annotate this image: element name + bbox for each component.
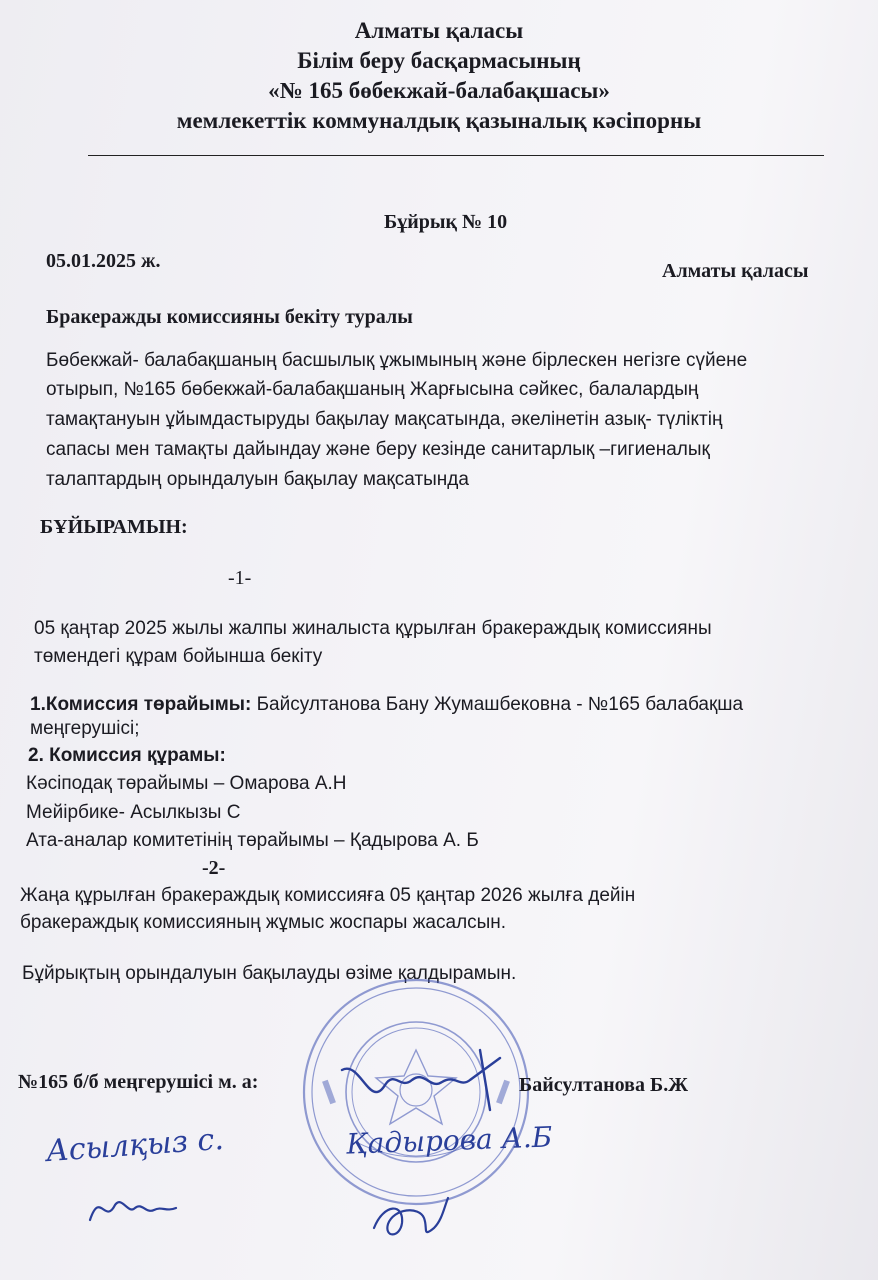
chair-text-continued: меңгерушісі; xyxy=(30,718,140,739)
order-title: Бұйрық № 10 xyxy=(384,211,508,233)
section1-line: төмендегі құрам бойынша бекіту xyxy=(34,646,323,667)
member-item: Кәсіподақ төрайымы – Омарова А.Н xyxy=(26,773,347,794)
header-department: Білім беру басқармасының xyxy=(297,48,581,73)
section2-number: -2- xyxy=(202,857,226,879)
preamble-line: отырып, №165 бөбекжай-балабақшаның Жарғысына сәйкес, балалардың xyxy=(46,379,699,400)
decree-label: БҰЙЫРАМЫН: xyxy=(40,516,188,538)
control-statement: Бұйрықтың орындалуын бақылауды өзіме қалдырамын. xyxy=(22,963,517,984)
header-kindergarten: «№ 165 бөбекжай-балабақшасы» xyxy=(268,78,610,103)
member-item: Мейірбике- Асылкызы С xyxy=(26,802,241,823)
preamble-line: тамақтануын ұйымдастыруды бақылау мақсатында, әкелінетін азық- түліктің xyxy=(46,409,723,430)
chair-text: Байсултанова Бану Жумашбековна - №165 балабақша xyxy=(251,694,744,715)
section2-line: бракераждық комиссияның жұмыс жоспары жасалсын. xyxy=(20,912,507,933)
header-city: Алматы қаласы xyxy=(354,18,524,43)
member-item: Ата-аналар комитетінің төрайымы – Қадырова А. Б xyxy=(26,830,479,851)
header-enterprise: мемлекеттік коммуналдық қазыналық кәсіпорны xyxy=(176,108,702,133)
handwritten-initials xyxy=(80,1180,190,1230)
handwritten-parent-signature: Қадырова А.Б xyxy=(345,1120,553,1161)
section1-number: -1- xyxy=(228,567,252,589)
handwritten-member-signature: Асылқыз с. xyxy=(44,1121,225,1170)
preamble-line: сапасы мен тамақты дайындау және беру кезінде санитарлық –гигиеналық xyxy=(46,439,710,460)
section1-line: 05 қаңтар 2025 жылы жалпы жиналыста құрылған бракераждық комиссияны xyxy=(34,618,712,639)
order-date: 05.01.2025 ж. xyxy=(46,250,161,272)
signature-name: Байсултанова Б.Ж xyxy=(519,1074,688,1096)
commission-chair xyxy=(30,694,743,716)
header-divider xyxy=(88,155,824,156)
members-label: 2. Комиссия құрамы: xyxy=(28,745,226,766)
director-signature xyxy=(330,1040,530,1120)
chair-label: 1.Комиссия төрайымы: xyxy=(30,694,252,715)
order-subject: Бракеражды комиссияны бекіту туралы xyxy=(46,306,413,328)
preamble-line: Бөбекжай- балабақшаның басшылық ұжымының және бірлескен негізге сүйене xyxy=(46,350,748,371)
signature-position: №165 б/б меңгерушісі м. а: xyxy=(18,1071,259,1093)
section2-line: Жаңа құрылған бракераждық комиссияға 05 қаңтар 2026 жылға дейін xyxy=(20,885,636,906)
handwritten-scribble xyxy=(364,1188,454,1248)
preamble-line: талаптардың орындалуын бақылау мақсатында xyxy=(46,469,469,490)
order-city: Алматы қаласы xyxy=(662,260,809,282)
